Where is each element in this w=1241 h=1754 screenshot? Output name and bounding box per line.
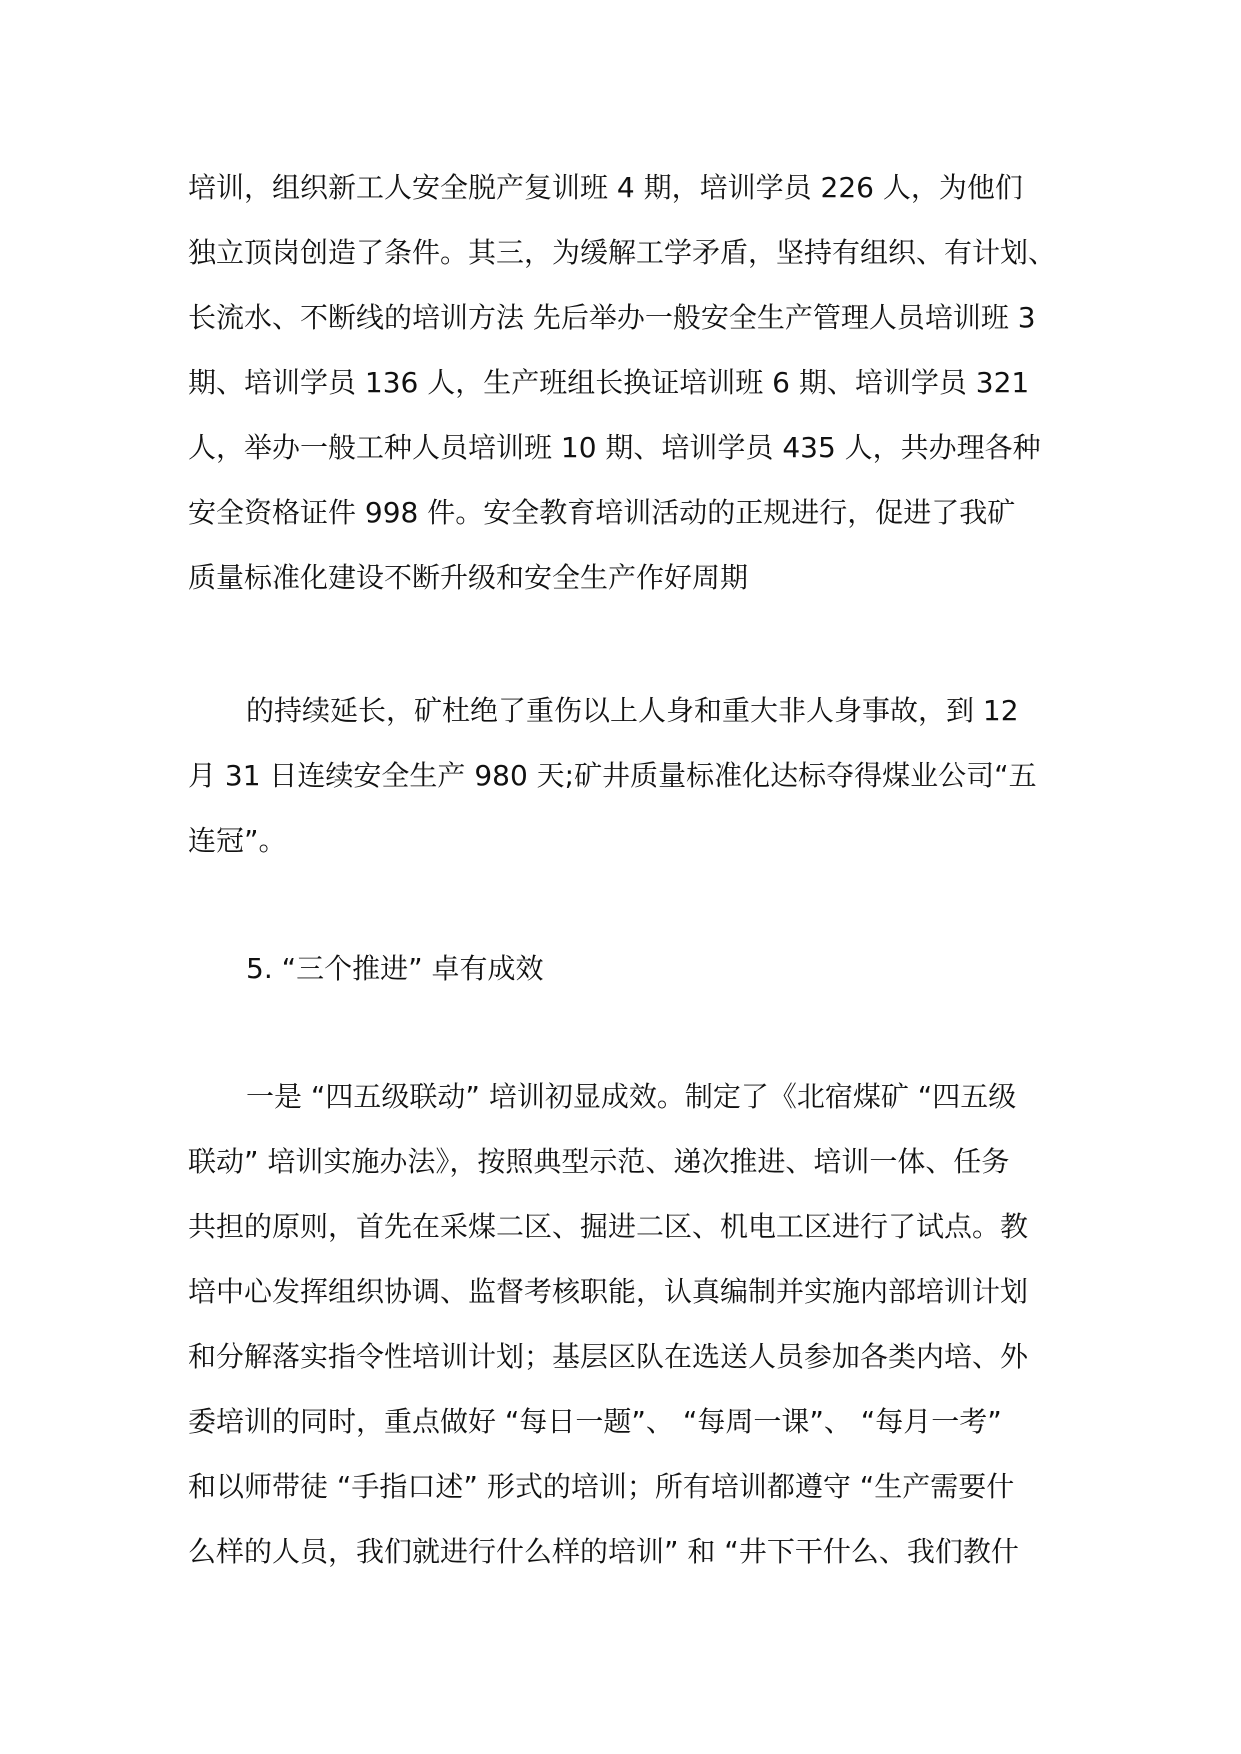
text-line: 月 31 日连续安全生产 980 天;矿井质量标准化达标夺得煤业公司“五 (188, 759, 1037, 792)
text-line: 培训，组织新工人安全脱产复训班 4 期，培训学员 226 人，为他们 (188, 171, 1023, 204)
text-line: 么样的人员，我们就进行什么样的培训” 和 “井下干什么、我们教什 (188, 1535, 1019, 1568)
paragraph-linkage-training (188, 1064, 1068, 1584)
section-heading (188, 936, 1068, 1001)
text-line: 联动” 培训实施办法》，按照典型示范、递次推进、培训一体、任务 (188, 1145, 1010, 1178)
heading-text: 5. “三个推进” 卓有成效 (246, 952, 544, 985)
paragraph-safety-record (188, 678, 1068, 873)
text-line: 培中心发挥组织协调、监督考核职能，认真编制并实施内部培训计划 (188, 1275, 1029, 1308)
text-line: 委培训的同时，重点做好 “每日一题”、 “每周一课”、 “每月一考” (188, 1405, 1002, 1438)
text-line: 和以师带徒 “手指口述” 形式的培训；所有培训都遵守 “生产需要什 (188, 1470, 1015, 1503)
text-line: 共担的原则，首先在采煤二区、掘进二区、机电工区进行了试点。教 (188, 1210, 1029, 1243)
text-line: 的持续延长，矿杜绝了重伤以上人身和重大非人身事故，到 12 (246, 694, 1019, 727)
text-line: 人，举办一般工种人员培训班 10 期、培训学员 435 人，共办理各种 (188, 431, 1041, 464)
text-line: 连冠”。 (188, 824, 287, 857)
text-line: 和分解落实指令性培训计划；基层区队在选送人员参加各类内培、外 (188, 1340, 1029, 1373)
paragraph-training-stats (188, 155, 1068, 610)
text-line: 期、培训学员 136 人，生产班组长换证培训班 6 期、培训学员 321 (188, 366, 1030, 399)
text-line: 长流水、不断线的培训方法 先后举办一般安全生产管理人员培训班 3 (188, 301, 1036, 334)
text-line: 独立顶岗创造了条件。其三，为缓解工学矛盾，坚持有组织、有计划、 (188, 236, 1057, 269)
text-line: 一是 “四五级联动” 培训初显成效。制定了《北宿煤矿 “四五级 (246, 1080, 1017, 1113)
text-line: 质量标准化建设不断升级和安全生产作好周期 (188, 561, 749, 594)
text-line: 安全资格证件 998 件。安全教育培训活动的正规进行，促进了我矿 (188, 496, 1016, 529)
